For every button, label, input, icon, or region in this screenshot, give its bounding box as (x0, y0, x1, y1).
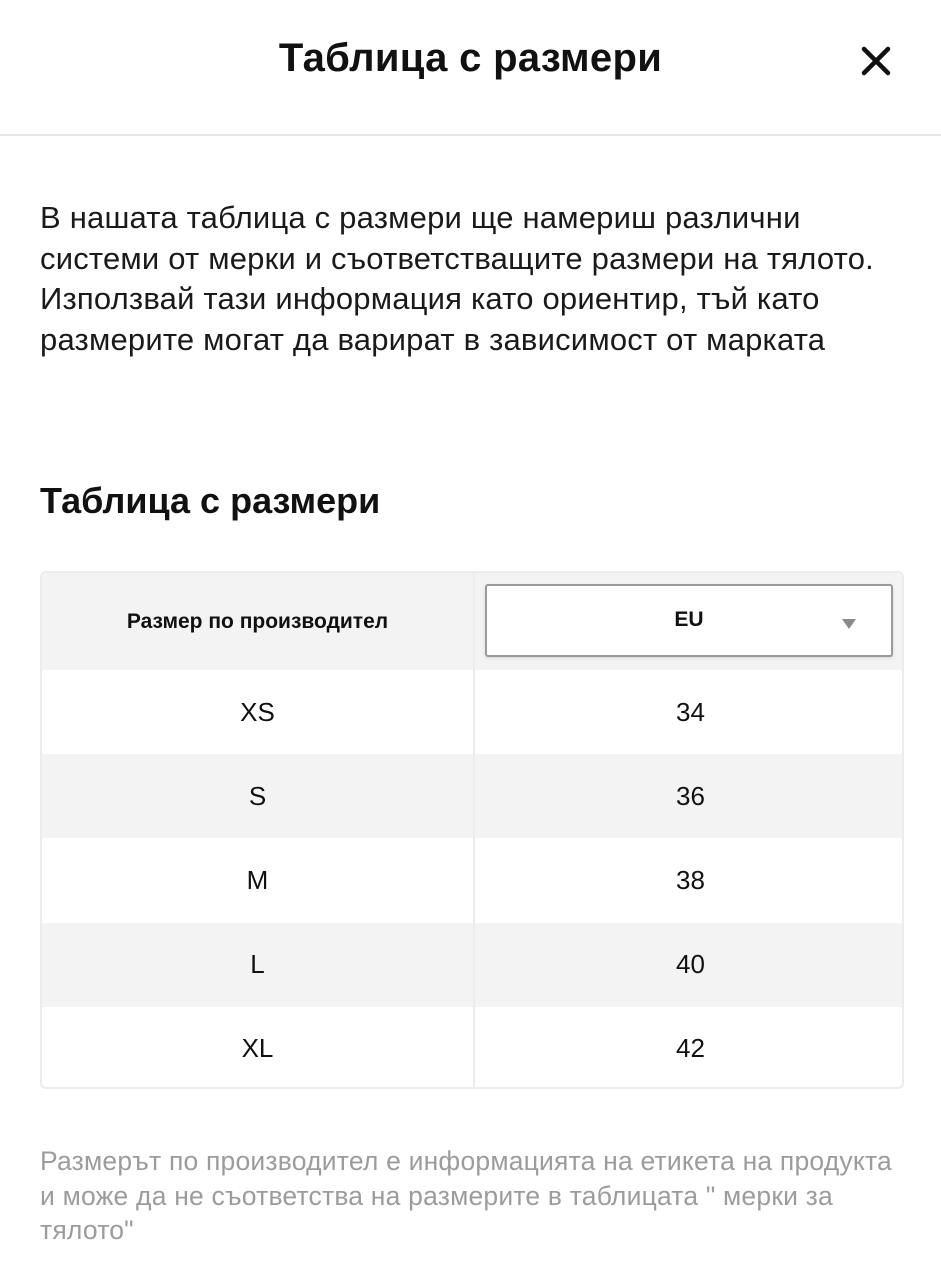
manufacturer-size-header: Размер по производител (126, 609, 389, 633)
eu-size-cell: 38 (676, 864, 705, 895)
manufacturer-size-cell: M (246, 864, 269, 895)
eu-size-cell: 36 (676, 780, 705, 811)
modal-header (0, 0, 941, 136)
eu-size-cell: 34 (676, 696, 705, 727)
column-divider (473, 573, 475, 1089)
footnote-text: Размерът по производител е информацията на етикета на продукта и може да не съответства на размерите в таблицата " мерки за тялото" (40, 1146, 892, 1245)
eu-size-cell: 42 (676, 1033, 705, 1064)
modal-title: Таблица с размери (278, 36, 663, 80)
manufacturer-size-cell: XL (241, 1033, 274, 1064)
section-title: Таблица с размери (40, 480, 381, 521)
close-button[interactable] (852, 38, 900, 86)
size-system-select[interactable] (485, 584, 893, 657)
manufacturer-size-cell: XS (240, 696, 275, 727)
close-icon (852, 38, 900, 86)
size-system-selected-value: EU (674, 608, 704, 631)
manufacturer-size-cell: S (248, 780, 267, 811)
manufacturer-size-cell: L (250, 949, 265, 980)
chevron-down-icon (841, 618, 857, 630)
intro-text: В нашата таблица с размери ще намериш различни системи от мерки и съответстващите размери на тялото. Използвай тази информация като ориентир, тъй като размерите могат да варират в зависимост от марката (40, 200, 874, 357)
size-table (40, 571, 904, 1089)
eu-size-cell: 40 (676, 949, 705, 980)
